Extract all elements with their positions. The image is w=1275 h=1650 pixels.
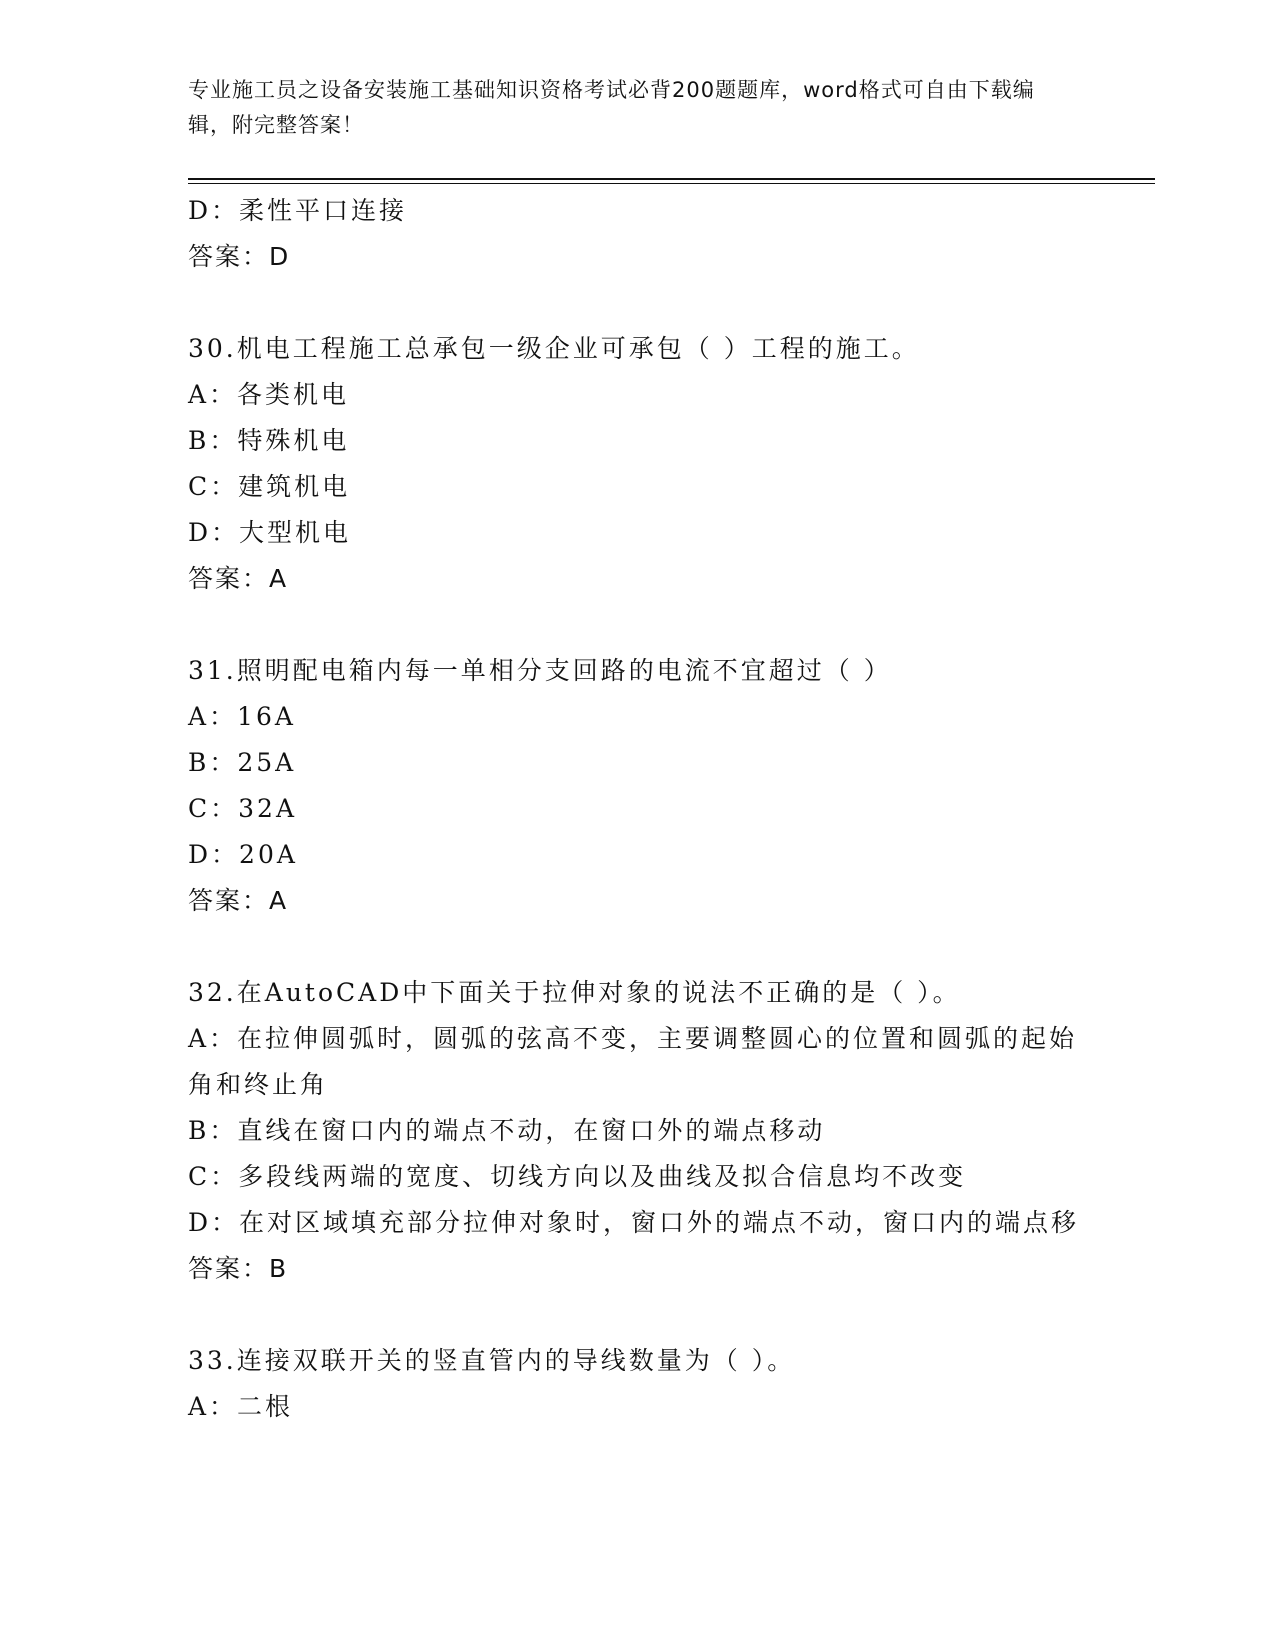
question-stem: 33.连接双联开关的竖直管内的导线数量为（ ）。: [188, 1346, 796, 1375]
header-divider: [188, 178, 1155, 184]
question-list: [188, 188, 1088, 1430]
question-31: [188, 648, 1088, 924]
question-30: [188, 326, 1088, 602]
option-c: C：32A: [188, 794, 297, 823]
question-stem: 32.在AutoCAD中下面关于拉伸对象的说法不正确的是（ ）。: [188, 978, 961, 1007]
prev-answer: 答案：D: [188, 242, 291, 271]
option-b: B：25A: [188, 748, 297, 777]
option-a: A：在拉伸圆弧时，圆弧的弦高不变，主要调整圆心的位置和圆弧的起始角和终止角: [188, 1024, 1078, 1099]
prev-option-d: D：柔性平口连接: [188, 196, 408, 225]
option-a: A：各类机电: [188, 380, 350, 409]
option-a: A：16A: [188, 702, 296, 731]
question-32: [188, 970, 1088, 1292]
answer: 答案：A: [188, 564, 289, 593]
option-b: B：特殊机电: [188, 426, 350, 455]
answer: 答案：B: [188, 1254, 289, 1283]
spacer: [188, 1292, 1088, 1338]
option-d: D：在对区域填充部分拉伸对象时，窗口外的端点不动，窗口内的端点移: [188, 1208, 1080, 1237]
spacer: [188, 602, 1088, 648]
option-a: A：二根: [188, 1392, 294, 1421]
option-b: B：直线在窗口内的端点不动，在窗口外的端点移动: [188, 1116, 826, 1145]
question-33: [188, 1338, 1088, 1430]
spacer: [188, 280, 1088, 326]
option-d: D：大型机电: [188, 518, 352, 547]
question-stem: 30.机电工程施工总承包一级企业可承包（ ）工程的施工。: [188, 334, 920, 363]
question-stem: 31.照明配电箱内每一单相分支回路的电流不宜超过（ ）: [188, 656, 892, 685]
answer: 答案：A: [188, 886, 289, 915]
option-c: C：多段线两端的宽度、切线方向以及曲线及拟合信息均不改变: [188, 1162, 967, 1191]
document-header: 专业施工员之设备安装施工基础知识资格考试必背200题题库，word格式可自由下载编辑，附完整答案！: [188, 78, 1035, 137]
option-d: D：20A: [188, 840, 298, 869]
spacer: [188, 924, 1088, 970]
option-c: C：建筑机电: [188, 472, 351, 501]
